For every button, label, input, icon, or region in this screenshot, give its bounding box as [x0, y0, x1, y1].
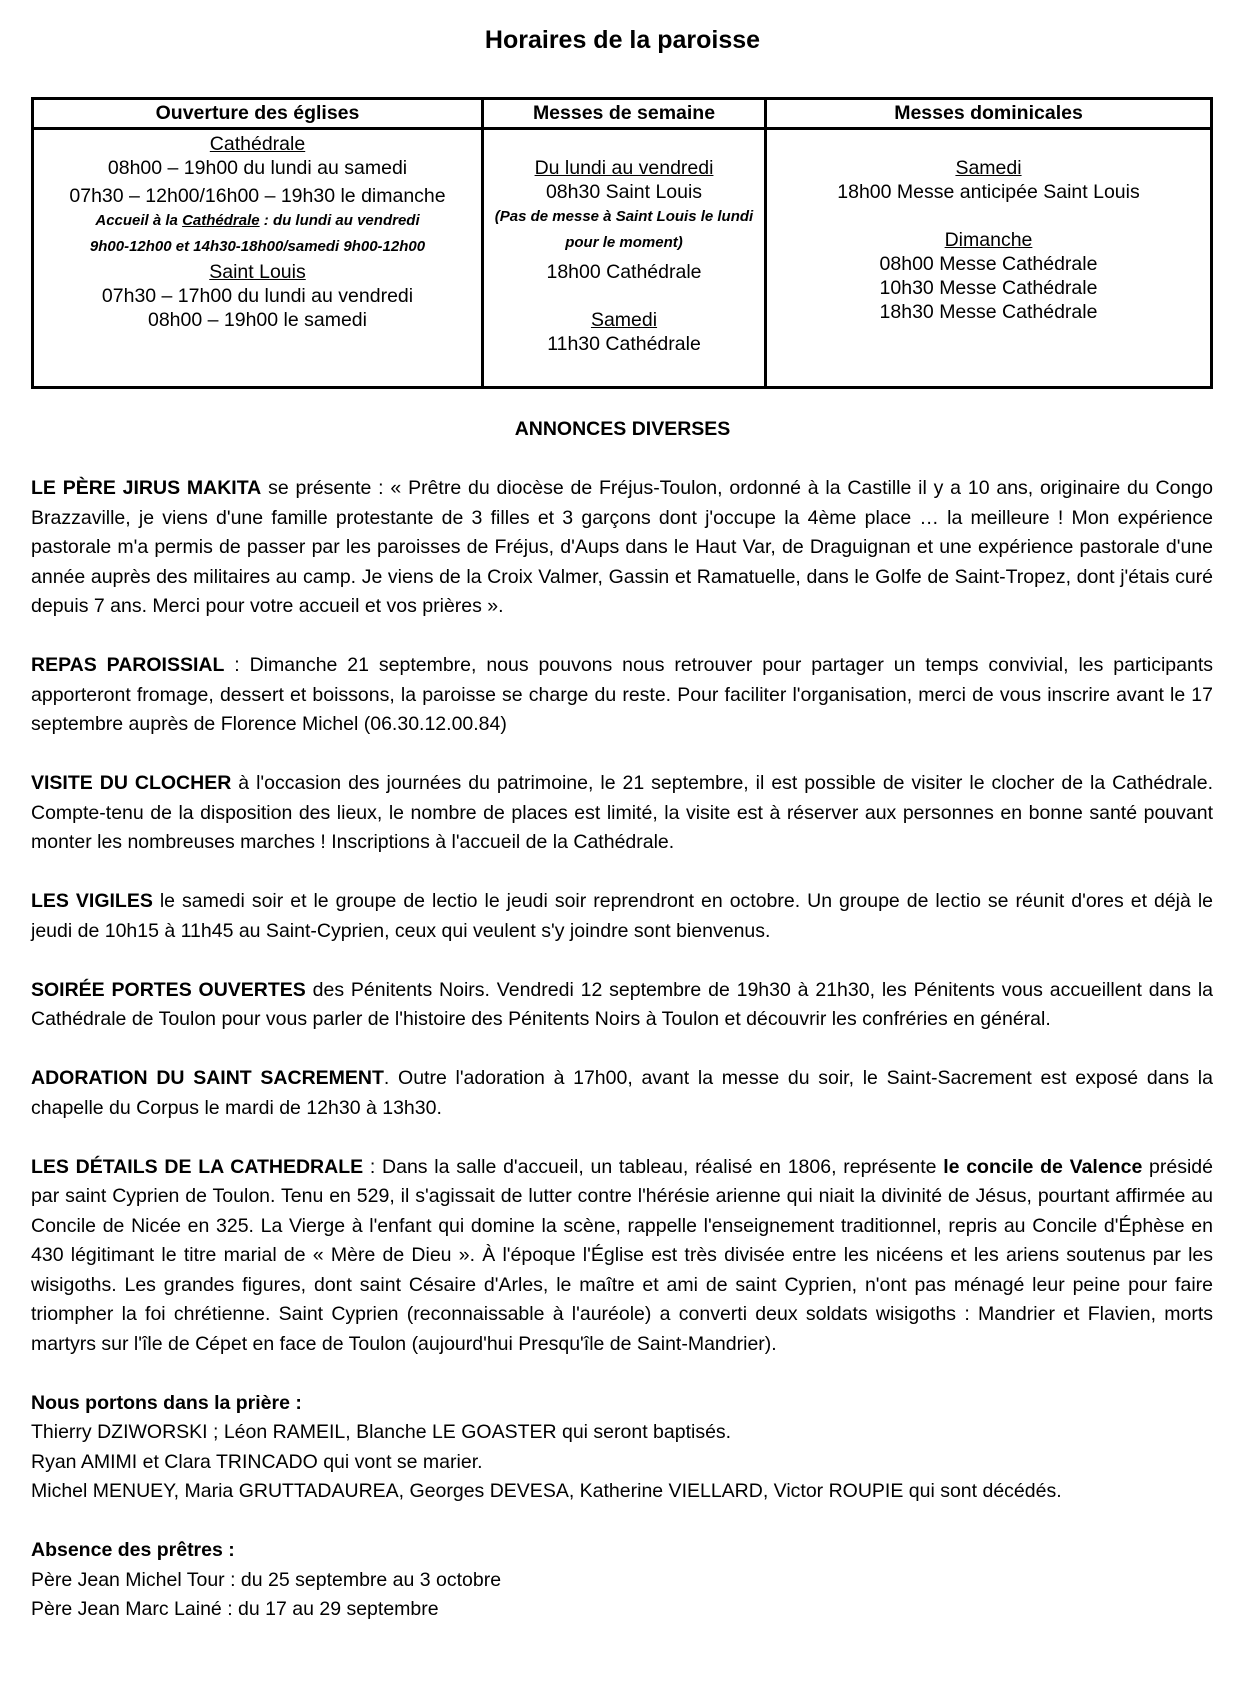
- sunday-masses-cell: [766, 129, 1212, 388]
- absence-line: Père Jean Marc Lainé : du 17 au 29 septembre: [31, 1598, 439, 1620]
- announcement-text: le samedi soir et le groupe de lectio le jeudi soir reprendront en octobre. Un groupe de lectio se réunit d'ores et déjà le jeudi de 10h15 à 11h45 au Saint-Cyprien, ceux qui veulent s'y joindre sont bienvenus.: [31, 890, 1213, 942]
- sunday-mass-2: 10h30 Messe Cathédrale: [879, 277, 1098, 299]
- accueil-post: : du lundi au vendredi: [259, 212, 420, 229]
- opening-hours-cell: [33, 129, 483, 388]
- page-title: Horaires de la paroisse: [484, 26, 761, 54]
- cathedrale-hours-sunday: 07h30 – 12h00/16h00 – 19h30 le dimanche: [69, 185, 446, 207]
- header-weekday-masses: Messes de semaine: [483, 99, 766, 129]
- announcement-text: : Dimanche 21 septembre, nous pouvons nous retrouver pour partager un temps convivial, les participants apporteront fromage, dessert et boissons, la paroisse se charge du reste. Pour faciliter l'organisation, merci de vous inscrire avant le 17 septembre auprès de Florence Michel (06.30.12.00.84): [31, 654, 1213, 735]
- announcement-heading: SOIRÉE PORTES OUVERTES: [31, 978, 306, 1001]
- saturday-label: Samedi: [590, 309, 658, 331]
- accueil-line: [38, 208, 477, 234]
- announcement-heading: ADORATION DU SAINT SACREMENT: [31, 1067, 384, 1089]
- saint-louis-label: Saint Louis: [209, 261, 306, 283]
- prayer-line: Ryan AMIMI et Clara TRINCADO qui vont se marier.: [31, 1450, 483, 1473]
- header-sunday-masses: Messes dominicales: [766, 99, 1212, 129]
- anticipated-mass: 18h00 Messe anticipée Saint Louis: [837, 181, 1140, 203]
- weekday-note: [488, 204, 760, 256]
- announcement-makita: [31, 474, 1213, 622]
- schedule-table: [31, 97, 1213, 389]
- schedule-header-row: [33, 99, 1212, 129]
- saturday-mass: 11h30 Cathédrale: [547, 333, 701, 355]
- schedule-row: [33, 129, 1212, 388]
- announcement-heading: LES DÉTAILS DE LA CATHEDRALE: [31, 1155, 364, 1178]
- note-close: ): [677, 234, 683, 251]
- announcement-text: : Dans la salle d'accueil, un tableau, réalisé en 1806, représente: [363, 1155, 944, 1178]
- absence-section: [31, 1536, 1213, 1625]
- note-text: Pas de messe à Saint Louis le lundi pour le moment: [499, 208, 754, 251]
- announcement-adoration: [31, 1064, 1213, 1123]
- weekdays-label: Du lundi au vendredi: [534, 157, 714, 179]
- prayer-line: Thierry DZIWORSKI ; Léon RAMEIL, Blanche LE GOASTER qui seront baptisés.: [31, 1421, 732, 1443]
- announcement-heading: REPAS PAROISSIAL: [31, 654, 225, 676]
- announcement-repas: [31, 651, 1213, 740]
- header-opening-hours: Ouverture des églises: [33, 99, 483, 129]
- absence-line: Père Jean Michel Tour : du 25 septembre au 3 octobre: [31, 1568, 502, 1591]
- dimanche-label: Dimanche: [944, 229, 1033, 251]
- accueil-cathedrale: Cathédrale: [182, 212, 260, 229]
- announcements-title: ANNONCES DIVERSES: [514, 418, 731, 440]
- note-open: (: [494, 208, 500, 225]
- announcement-text: à l'occasion des journées du patrimoine, le 21 septembre, il est possible de visiter le clocher de la Cathédrale. Compte-tenu de la disposition des lieux, le nombre de places est limité, la visite est à réserver aux personnes en bonne santé pouvant monter les nombreuses marches ! Inscriptions à l'accueil de la Cathédrale.: [31, 772, 1213, 853]
- prayer-line: Michel MENUEY, Maria GRUTTADAUREA, Georges DEVESA, Katherine VIELLARD, Victor ROUPIE qui sont décédés.: [31, 1480, 1062, 1502]
- announcement-text: des Pénitents Noirs. Vendredi 12 septembre de 19h30 à 21h30, les Pénitents vous accueillent dans la Cathédrale de Toulon pour vous parler de l'histoire des Pénitents Noirs à Toulon et découvrir les confréries en général.: [31, 978, 1213, 1030]
- weekday-mass-cathedrale: 18h00 Cathédrale: [546, 261, 702, 283]
- weekday-masses-cell: [483, 129, 766, 388]
- announcements-body: [31, 474, 1213, 1654]
- announcement-text: se présente : « Prêtre du diocèse de Fréjus-Toulon, ordonné à la Castille il y a 10 ans, originaire du Congo Brazzaville, je viens d'une famille protestante de 3 filles et 3 garçons dont j'occupe la 4ème place … la meilleure ! Mon expérience pastorale m'a permis de passer par les paroisses de Fréjus, d'Aups dans le Haut Var, de Draguignan et une expérience pastorale d'une année auprès des militaires au camp. Je viens de la Croix Valmer, Gassin et Ramatuelle, dans le Golfe de Saint-Tropez, dont j'étais curé depuis 7 ans. Merci pour votre accueil et vos prières ».: [31, 477, 1214, 617]
- announcement-text: présidé par saint Cyprien de Toulon. Tenu en 529, il s'agissait de lutter contre l'hérésie arienne qui niait la divinité de Jésus, pourtant affirmée au Concile de Nicée en 325. La Vierge à l'enfant qui domine la scène, rappelle l'enseignement traditionnel, repris au Concile d'Éphèse en 430 légitimant le titre marial de « Mère de Dieu ». À l'époque l'Église est très divisée entre les nicéens et les ariens soutenus par les wisigoths. Les grandes figures, dont saint Césaire d'Arles, le maître et ami de saint Cyprien, n'ont pas ménagé leur peine pour faire triompher la foi chrétienne. Saint Cyprien (reconnaissable à l'auréole) a converti deux soldats wisigoths : Mandrier et Flavien, morts martyrs sur l'île de Cépet en face de Toulon (aujourd'hui Presqu'île de Saint-Mandrier).: [31, 1155, 1213, 1355]
- sunday-mass-1: 08h00 Messe Cathédrale: [879, 253, 1098, 275]
- weekday-mass-saint-louis: 08h30 Saint Louis: [545, 181, 703, 203]
- samedi-label: Samedi: [955, 157, 1022, 179]
- announcement-vigiles: [31, 887, 1213, 946]
- prayer-heading: Nous portons dans la prière :: [31, 1391, 302, 1414]
- saint-louis-hours-week: 07h30 – 17h00 du lundi au vendredi: [101, 285, 414, 307]
- accueil-pre: Accueil à la: [95, 212, 183, 229]
- announcement-details: [31, 1153, 1213, 1360]
- announcement-text: . Outre l'adoration à 17h00, avant la messe du soir, le Saint-Sacrement est exposé dans la chapelle du Corpus le mardi de 12h30 à 13h30.: [31, 1067, 1213, 1119]
- announcement-bold: le concile de Valence: [943, 1155, 1143, 1178]
- announcement-clocher: [31, 769, 1213, 858]
- announcement-heading: LES VIGILES: [31, 890, 153, 912]
- prayer-section: [31, 1389, 1213, 1507]
- announcement-soiree: [31, 976, 1213, 1035]
- accueil-hours: 9h00-12h00 et 14h30-18h00/samedi 9h00-12h00: [89, 238, 426, 255]
- cathedrale-label: Cathédrale: [209, 133, 306, 155]
- announcement-heading: LE PÈRE JIRUS MAKITA: [31, 477, 262, 499]
- saint-louis-hours-saturday: 08h00 – 19h00 le samedi: [147, 309, 367, 331]
- announcement-heading: VISITE DU CLOCHER: [31, 772, 232, 794]
- cathedrale-hours-week: 08h00 – 19h00 du lundi au samedi: [107, 157, 408, 179]
- sunday-mass-3: 18h30 Messe Cathédrale: [879, 301, 1098, 323]
- absence-heading: Absence des prêtres :: [31, 1539, 235, 1561]
